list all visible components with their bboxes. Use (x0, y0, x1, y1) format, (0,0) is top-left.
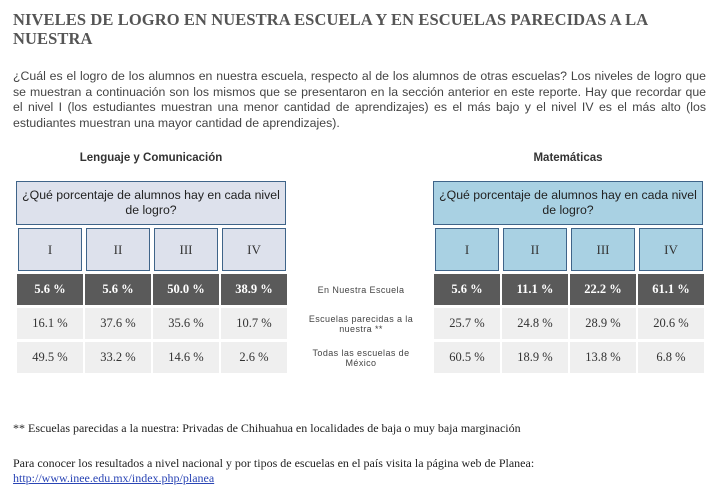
lenguaje-school-1: 5.6 % (17, 274, 83, 305)
matematicas-mexico-3: 13.8 % (570, 342, 636, 373)
lenguaje-school-3: 50.0 % (153, 274, 219, 305)
lenguaje-similar-2: 37.6 % (85, 308, 151, 339)
lenguaje-similar-4: 10.7 % (221, 308, 287, 339)
lenguaje-level-4: IV (222, 228, 286, 271)
matematicas-level-1: I (435, 228, 499, 271)
intro-paragraph: ¿Cuál es el logro de los alumnos en nuestra escuela, respecto al de los alumnos de otras escuelas? Los niveles de logro que se muestran a continuación son los mismos que se presentaron en la sección anterior en este reporte. Hay que recordar que el nivel I (los estudiantes muestran una menor cantidad de aprendizajes) es el más bajo y el nivel IV es el más alto (los estudiantes muestran una mayor cantidad de aprendizajes). (13, 69, 706, 130)
matematicas-title: Matemáticas (533, 152, 603, 164)
lenguaje-title: Lenguaje y Comunicación (79, 152, 223, 164)
matematicas-similar-2: 24.8 % (502, 308, 568, 339)
matematicas-similar-3: 28.9 % (570, 308, 636, 339)
matematicas-mexico-2: 18.9 % (502, 342, 568, 373)
lenguaje-school-2: 5.6 % (85, 274, 151, 305)
matematicas-level-4: IV (639, 228, 703, 271)
lenguaje-mexico-4: 2.6 % (221, 342, 287, 373)
lenguaje-similar-3: 35.6 % (153, 308, 219, 339)
visit-paragraph (13, 456, 534, 486)
matematicas-mexico-1: 60.5 % (434, 342, 500, 373)
matematicas-similar-4: 20.6 % (638, 308, 704, 339)
lenguaje-level-3: III (154, 228, 218, 271)
matematicas-school-1: 5.6 % (434, 274, 500, 305)
row-label-school: En Nuestra Escuela (317, 284, 405, 295)
lenguaje-school-4: 38.9 % (221, 274, 287, 305)
matematicas-level-3: III (571, 228, 635, 271)
matematicas-mexico-4: 6.8 % (638, 342, 704, 373)
lenguaje-similar-1: 16.1 % (17, 308, 83, 339)
matematicas-school-4: 61.1 % (638, 274, 704, 305)
row-label-similar: Escuelas parecidas a la nuestra ** (308, 313, 414, 334)
lenguaje-mexico-2: 33.2 % (85, 342, 151, 373)
planea-link[interactable]: http://www.inee.edu.mx/index.php/planea (13, 471, 215, 485)
matematicas-similar-1: 25.7 % (434, 308, 500, 339)
lenguaje-mexico-3: 14.6 % (153, 342, 219, 373)
visit-text: Para conocer los resultados a nivel nacional y por tipos de escuelas en el país visita la página web de Planea: (13, 456, 535, 470)
lenguaje-level-2: II (86, 228, 150, 271)
lenguaje-mexico-1: 49.5 % (17, 342, 83, 373)
matematicas-question: ¿Qué porcentaje de alumnos hay en cada nivel de logro? (433, 181, 703, 225)
matematicas-school-3: 22.2 % (570, 274, 636, 305)
footnote: ** Escuelas parecidas a la nuestra: Privadas de Chihuahua en localidades de baja o muy baja marginación (13, 421, 521, 435)
page-title: NIVELES DE LOGRO EN NUESTRA ESCUELA Y EN ESCUELAS PARECIDAS A LA NUESTRA (13, 10, 648, 48)
matematicas-level-2: II (503, 228, 567, 271)
matematicas-school-2: 11.1 % (502, 274, 568, 305)
row-label-mexico: Todas las escuelas de México (312, 347, 410, 368)
lenguaje-question: ¿Qué porcentaje de alumnos hay en cada nivel de logro? (16, 181, 286, 225)
lenguaje-level-1: I (18, 228, 82, 271)
